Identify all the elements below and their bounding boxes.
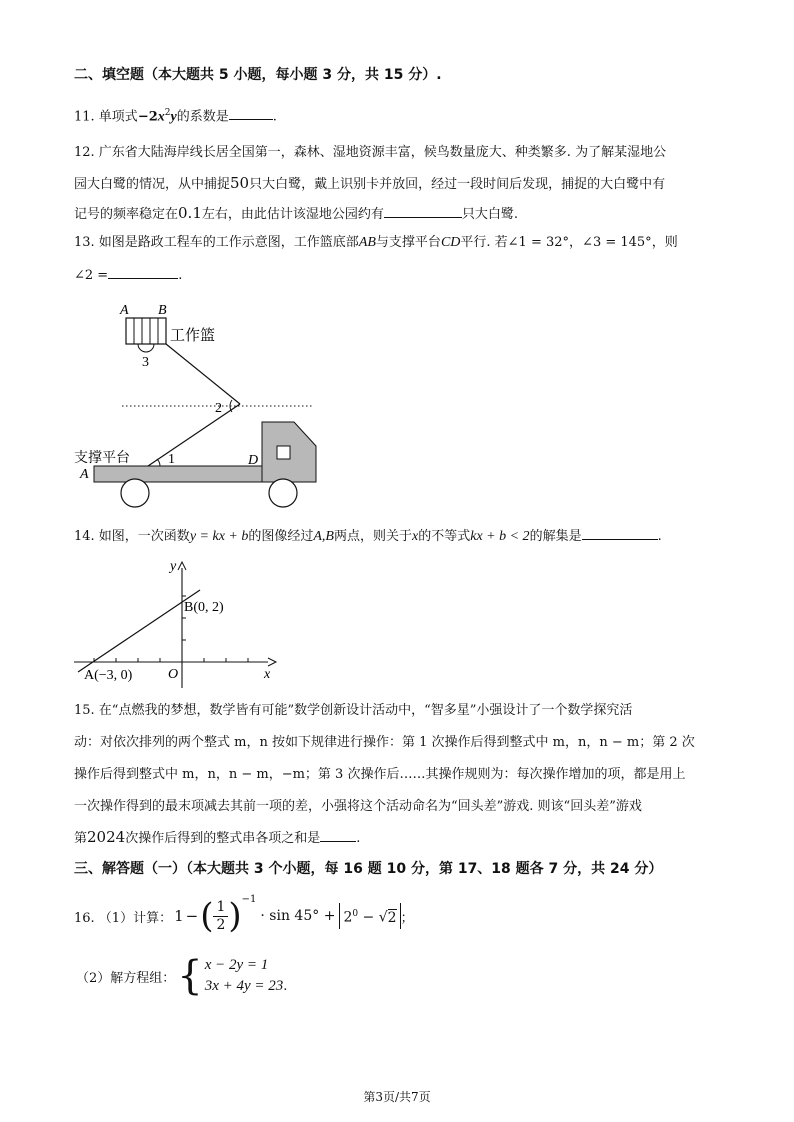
q15-line5-b: 次操作后得到的整式串各项之和是 xyxy=(125,831,321,846)
label-basket: 工作篮 xyxy=(170,328,216,344)
q16-right-paren: ) xyxy=(228,896,242,936)
q14-mid2: 两点，则关于 xyxy=(333,529,412,544)
q15-answer-blank[interactable] xyxy=(320,829,356,842)
q11-prefix: 11. 单项式 xyxy=(74,109,138,125)
q15-line5: 第2024次操作后得到的整式串各项之和是 . xyxy=(74,828,361,846)
q16-part1-label: 16. （1）计算： xyxy=(74,910,173,926)
q16-minus: − xyxy=(185,907,199,925)
q14-var: x xyxy=(412,529,419,544)
label-angle-1: 1 xyxy=(168,452,175,467)
q15-line5-a: 第 xyxy=(74,831,88,846)
q13-angle3: ∠3 = 145° xyxy=(582,235,652,250)
q16-neg-exp: −1 xyxy=(241,894,257,905)
label-origin: O xyxy=(168,667,179,682)
q13-line1-d: ，则 xyxy=(651,235,678,250)
q13-line1-c: 平行. 若 xyxy=(460,235,508,250)
q11-answer-blank[interactable] xyxy=(229,107,273,120)
label-platform: 支撑平台 xyxy=(74,451,130,466)
label-a-bottom: A xyxy=(80,467,89,482)
q12-line3-a: 记号的频率稳定在 xyxy=(74,207,179,222)
q12-line2-b: 只大白鹭，戴上识别卡并放回，经过一段时间后发现，捕捉的大白鹭中有 xyxy=(249,177,666,192)
q16-fraction xyxy=(213,899,228,934)
label-angle-3: 3 xyxy=(142,355,149,370)
q16-frac-den: 2 xyxy=(213,916,228,934)
q11-x: x xyxy=(157,109,165,125)
angle-3-arc xyxy=(138,344,154,352)
q14-mid3: 的不等式 xyxy=(418,529,471,544)
q16-abs xyxy=(339,903,400,929)
q16-abs-exp: 0 xyxy=(352,909,359,920)
q13-line2: ∠2 = . xyxy=(74,268,183,283)
q11-coef: −2 xyxy=(137,109,158,125)
q12-num-01: 0.1 xyxy=(178,204,202,222)
label-axis-y: y xyxy=(170,559,177,574)
cab-window xyxy=(277,446,290,459)
q15-line1: 15. 在“点燃我的梦想，数学皆有可能”数学创新设计活动中，“智多星”小强设计了一个数学探究活 xyxy=(74,703,633,718)
label-point-b: B(0, 2) xyxy=(184,600,224,615)
q15-line3: 操作后得到整式中 m，n，n − m，−m；第 3 次操作后……其操作规则为：每次操作增加的项，都是用上 xyxy=(74,767,686,782)
label-angle-2: 2 xyxy=(215,401,222,416)
section-heading-fill-blank: 二、填空题（本大题共 5 小题，每小题 3 分，共 15 分）. xyxy=(74,67,442,83)
q16-sin-term: · sin 45° + xyxy=(260,908,336,924)
q16-eq2: 3x + 4y = 23 xyxy=(204,978,284,994)
q11-suffix: 的系数是 xyxy=(176,109,229,125)
q16-system xyxy=(205,955,284,997)
label-a-top: A xyxy=(120,303,129,318)
angle-1-arc xyxy=(157,459,160,466)
q16-sqrt-sign: √ xyxy=(378,909,388,926)
q16-sqrt-arg: 2 xyxy=(387,909,397,926)
q15-line2: 动：对依次排列的两个整式 m，n 按如下规律进行操作：第 1 次操作后得到整式中 m，n，n − m；第 2 次 xyxy=(74,735,695,750)
q16-eq1: x − 2y = 1 xyxy=(204,957,269,973)
q12-line2-a: 园大白鹭的情况，从中捕捉 xyxy=(74,177,231,192)
q13-angle1: ∠1 = 32° xyxy=(507,235,570,250)
q13-angle2: ∠2 = xyxy=(74,268,109,283)
figure-13-truck xyxy=(72,296,332,511)
q13-cd: CD xyxy=(440,235,461,250)
q14-prefix: 14. 如图，一次函数 xyxy=(74,529,190,544)
q13-answer-blank[interactable] xyxy=(108,266,178,279)
q12-num-50: 50 xyxy=(230,174,250,192)
q15-line4: 一次操作得到的最末项减去其前一项的差，小强将这个活动命名为“回头差”游戏. 则该“回头差”游戏 xyxy=(74,799,642,814)
q16-left-paren: ( xyxy=(200,896,214,936)
q11-exp: 2 xyxy=(164,108,171,118)
q13-line1-a: 13. 如图是路政工程车的工作示意图，工作篮底部 xyxy=(74,235,359,250)
q14-func: y = kx + b xyxy=(189,529,249,544)
q16-part2-label: （2）解方程组： xyxy=(76,970,176,986)
q12-line1: 12. 广东省大陆海岸线长居全国第一，森林、湿地资源丰富，候鸟数量庞大、种类繁多. 为了解某湿地公 xyxy=(74,145,667,160)
section-heading-answer-one: 三、解答题（一）（本大题共 3 个小题，每 16 题 10 分，第 17、18 题各 7 分，共 24 分） xyxy=(74,861,663,877)
label-axis-x: x xyxy=(264,667,271,682)
label-d: D xyxy=(248,453,259,468)
q14-ineq: kx + b < 2 xyxy=(470,529,530,544)
q13-line1 xyxy=(74,234,678,252)
rear-wheel xyxy=(269,479,297,507)
q12-line2 xyxy=(74,174,665,194)
q16-frac-num: 1 xyxy=(216,898,226,915)
question-14: 14. 如图，一次函数y = kx + b的图像经过A,B两点，则关于x的不等式kx + b < 2的解集是 . xyxy=(74,529,662,544)
upper-arm xyxy=(166,344,240,404)
front-wheel xyxy=(121,479,149,507)
q13-line1-b: 与支撑平台 xyxy=(375,235,441,250)
q12-line3 xyxy=(74,204,518,224)
q12-line3-b: 左右，由此估计该湿地公园约有 xyxy=(201,207,384,222)
q14-mid: 的图像经过 xyxy=(248,529,314,544)
question-11: 11. 单项式$-2x^2y$的系数是 . xyxy=(74,108,277,125)
work-basket xyxy=(126,318,166,344)
q16-part1-end: ； xyxy=(400,910,414,926)
q14-answer-blank[interactable] xyxy=(582,527,658,540)
q14-suffix: 的解集是 xyxy=(529,529,582,544)
q16-brace: { xyxy=(177,953,203,999)
figure-14-graph xyxy=(72,556,282,690)
q16-one: 1 xyxy=(174,907,184,925)
q13-ab: AB xyxy=(358,235,376,250)
label-point-a: A(−3, 0) xyxy=(84,668,133,683)
q15-num-2024: 2024 xyxy=(87,828,126,846)
q16-part1 xyxy=(74,892,414,940)
x-axis-arrow xyxy=(268,658,276,666)
q16-abs-minus: − xyxy=(358,909,379,926)
label-b-top: B xyxy=(158,303,167,318)
q12-line3-c: 只大白鹭. xyxy=(461,207,519,222)
q11-y: y xyxy=(170,109,177,125)
lower-arm xyxy=(148,404,240,466)
q14-points: A,B xyxy=(313,529,334,544)
q16-abs-base: 2 xyxy=(343,909,353,926)
page-footer: 第3页/共7页 xyxy=(363,1090,431,1104)
q12-answer-blank[interactable] xyxy=(384,205,462,218)
q16-part2 xyxy=(76,952,287,1000)
q16-part2-end: . xyxy=(283,979,288,994)
q13-sep: ， xyxy=(569,235,583,250)
